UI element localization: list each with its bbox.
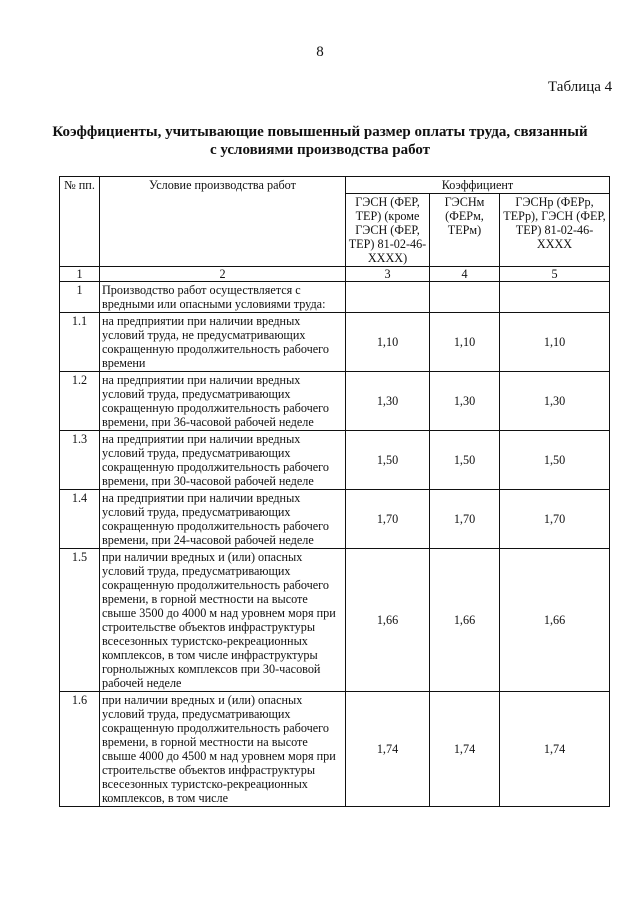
row-coef-col4: 1,50 <box>430 431 500 490</box>
table-row <box>60 372 610 431</box>
header-coefficient: Коэффициент <box>346 177 610 194</box>
row-coef-col5: 1,50 <box>500 431 610 490</box>
row-coef-col4 <box>430 282 500 313</box>
table-row <box>60 282 610 313</box>
column-index-row <box>60 267 610 282</box>
row-coef-col3: 1,30 <box>346 372 430 431</box>
row-coef-col4: 1,66 <box>430 549 500 692</box>
title-line-1: Коэффициенты, учитывающие повышенный размер оплаты труда, связанный <box>52 124 588 140</box>
row-number: 1.4 <box>60 490 100 549</box>
row-number: 1.3 <box>60 431 100 490</box>
row-coef-col5: 1,74 <box>500 692 610 807</box>
row-coef-col5: 1,30 <box>500 372 610 431</box>
page-number: 8 <box>316 44 324 60</box>
row-condition: на предприятии при наличии вредных условий труда, не предусматривающих сокращенную продолжительность рабочего времени <box>100 313 346 372</box>
table-row <box>60 431 610 490</box>
header-number: № пп. <box>60 177 100 267</box>
row-condition: при наличии вредных и (или) опасных условий труда, предусматривающих сокращенную продолжительность рабочего времени, в горной местности на высоте свыше 3500 до 4000 м над уровнем моря при строительстве объектов инфраструктуры всесезонных туристско-рекреационных комплексов, в том числе инфраструктуры горнолыжных комплексов при 30-часовой рабочей неделе <box>100 549 346 692</box>
row-coef-col3: 1,50 <box>346 431 430 490</box>
title-line-2: с условиями производства работ <box>209 142 431 158</box>
row-number: 1.1 <box>60 313 100 372</box>
row-coef-col3: 1,10 <box>346 313 430 372</box>
row-number: 1.5 <box>60 549 100 692</box>
table-row <box>60 490 610 549</box>
header-col4: ГЭСНм (ФЕРм, ТЕРм) <box>430 194 500 267</box>
header-col3: ГЭСН (ФЕР, ТЕР) (кроме ГЭСН (ФЕР, ТЕР) 81-02-46-XXXX) <box>346 194 430 267</box>
row-coef-col5: 1,10 <box>500 313 610 372</box>
header-col5: ГЭСНр (ФЕРр, ТЕРр), ГЭСН (ФЕР, ТЕР) 81-02-46-XXXX <box>500 194 610 267</box>
column-index: 1 <box>60 267 100 282</box>
table-row <box>60 313 610 372</box>
row-condition: на предприятии при наличии вредных условий труда, предусматривающих сокращенную продолжительность рабочего времени, при 30-часовой рабочей неделе <box>100 431 346 490</box>
row-number: 1.6 <box>60 692 100 807</box>
row-condition: на предприятии при наличии вредных условий труда, предусматривающих сокращенную продолжительность рабочего времени, при 24-часовой рабочей неделе <box>100 490 346 549</box>
row-coef-col4: 1,70 <box>430 490 500 549</box>
row-coef-col3: 1,70 <box>346 490 430 549</box>
row-coef-col3: 1,74 <box>346 692 430 807</box>
row-coef-col4: 1,10 <box>430 313 500 372</box>
row-number: 1 <box>60 282 100 313</box>
column-index: 4 <box>430 267 500 282</box>
row-condition: при наличии вредных и (или) опасных условий труда, предусматривающих сокращенную продолжительность рабочего времени, в горной местности на высоте свыше 4000 до 4500 м над уровнем моря при строительстве объектов инфраструктуры всесезонных туристско-рекреационных комплексов, в том числе <box>100 692 346 807</box>
table-row <box>60 692 610 807</box>
header-condition: Условие производства работ <box>100 177 346 267</box>
row-condition: Производство работ осуществляется с вредными или опасными условиями труда: <box>100 282 346 313</box>
row-number: 1.2 <box>60 372 100 431</box>
row-coef-col5: 1,70 <box>500 490 610 549</box>
document-title <box>40 123 600 159</box>
column-index: 2 <box>100 267 346 282</box>
row-coef-col3: 1,66 <box>346 549 430 692</box>
row-condition: на предприятии при наличии вредных условий труда, предусматривающих сокращенную продолжительность рабочего времени, при 36-часовой рабочей неделе <box>100 372 346 431</box>
row-coef-col3 <box>346 282 430 313</box>
row-coef-col5 <box>500 282 610 313</box>
row-coef-col4: 1,74 <box>430 692 500 807</box>
row-coef-col4: 1,30 <box>430 372 500 431</box>
column-index: 5 <box>500 267 610 282</box>
column-index: 3 <box>346 267 430 282</box>
table-row <box>60 549 610 692</box>
row-coef-col5: 1,66 <box>500 549 610 692</box>
table-label: Таблица 4 <box>548 79 613 95</box>
coefficients-table <box>59 176 610 807</box>
header-row-1 <box>60 177 610 194</box>
